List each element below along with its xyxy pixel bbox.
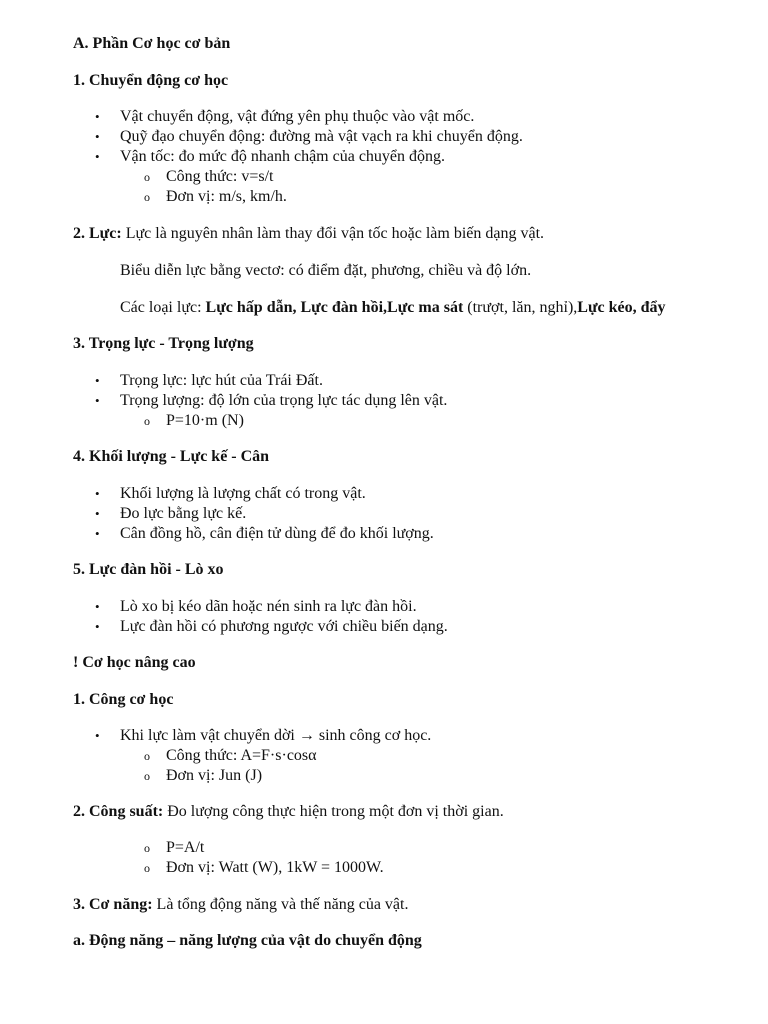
list-item: • Trọng lực: lực hút của Trái Đất.: [73, 371, 713, 391]
loai-luc-normal: (trượt, lăn, nghỉ),: [463, 299, 578, 316]
list-item: [73, 147, 713, 207]
list-item: • Khối lượng là lượng chất có trong vật.: [73, 484, 713, 504]
list-item: [73, 726, 713, 786]
paragraph-vecto: Biểu diễn lực bằng vectơ: có điểm đặt, phương, chiều và độ lớn.: [120, 262, 532, 279]
paragraph-loai-luc: [73, 298, 713, 318]
list-cong-co-hoc: [73, 726, 713, 786]
sublist-item: o Đơn vị: m/s, km/h.: [73, 187, 713, 207]
sublist-trong-luong: [73, 411, 713, 431]
sublist-item: o P=A/t: [73, 838, 713, 858]
list-item: • Vật chuyển động, vật đứng yên phụ thuộc vào vật mốc.: [73, 107, 713, 127]
list-luc-dan-hoi: [73, 597, 713, 637]
list-khoi-luong: [73, 484, 713, 544]
sublist-cong: [73, 746, 713, 786]
sublist-van-toc: [73, 167, 713, 207]
paragraph-luc: [73, 224, 713, 244]
sublist-item: o Công thức: A=F·s·cosα: [73, 746, 713, 766]
heading-co-nang: 3. Cơ năng:: [73, 896, 153, 913]
sublist-item: o Đơn vị: Jun (J): [73, 766, 713, 786]
list-item-text: Vận tốc: đo mức độ nhanh chậm của chuyển động.: [120, 148, 446, 165]
list-item: • Đo lực bằng lực kế.: [73, 504, 713, 524]
loai-luc-bold-2: Lực kéo, đẩy: [577, 299, 666, 316]
list-item: • Lò xo bị kéo dãn hoặc nén sinh ra lực đàn hồi.: [73, 597, 713, 617]
list-item-text: Khi lực làm vật chuyển dời → sinh công cơ học.: [120, 727, 432, 744]
heading-luc-dan-hoi: 5. Lực đàn hồi - Lò xo: [73, 561, 224, 578]
heading-dong-nang: a. Động năng – năng lượng của vật do chuyển động: [73, 932, 422, 949]
sublist-item: o Đơn vị: Watt (W), 1kW = 1000W.: [73, 858, 713, 878]
list-item: • Quỹ đạo chuyển động: đường mà vật vạch ra khi chuyển động.: [73, 127, 713, 147]
heading-khoi-luong: 4. Khối lượng - Lực kế - Cân: [73, 448, 270, 465]
heading-chuyen-dong: 1. Chuyển động cơ học: [73, 72, 229, 89]
cong-suat-definition: Đo lượng công thực hiện trong một đơn vị thời gian.: [163, 803, 504, 820]
sublist-item: o Công thức: v=s/t: [73, 167, 713, 187]
list-item-text: Trọng lượng: độ lớn của trọng lực tác dụng lên vật.: [120, 392, 448, 409]
sublist-cong-suat: [73, 838, 713, 878]
loai-luc-bold-1: Lực hấp dẫn, Lực đàn hồi,Lực ma sát: [205, 299, 464, 316]
list-item: • Cân đồng hồ, cân điện tử dùng để đo khối lượng.: [73, 524, 713, 544]
list-item: • Lực đàn hồi có phương ngược với chiều biến dạng.: [73, 617, 713, 637]
section-a-heading: A. Phần Cơ học cơ bản: [73, 35, 231, 52]
heading-nang-cao: ! Cơ học nâng cao: [73, 654, 196, 671]
document-page: [73, 34, 713, 951]
list-chuyen-dong: [73, 107, 713, 207]
list-trong-luc: [73, 371, 713, 431]
heading-cong-suat: 2. Công suất:: [73, 803, 164, 820]
paragraph-co-nang: [73, 895, 713, 915]
loai-luc-prefix: Các loại lực:: [120, 299, 206, 316]
co-nang-definition: Là tổng động năng và thế năng của vật.: [152, 896, 409, 913]
sublist-item: o P=10·m (N): [73, 411, 713, 431]
heading-cong-co-hoc: 1. Công cơ học: [73, 691, 174, 708]
paragraph-cong-suat: [73, 802, 713, 822]
heading-trong-luc: 3. Trọng lực - Trọng lượng: [73, 335, 254, 352]
list-item: [73, 391, 713, 431]
luc-definition: Lực là nguyên nhân làm thay đổi vận tốc hoặc làm biến dạng vật.: [121, 225, 545, 242]
heading-luc: 2. Lực:: [73, 225, 122, 242]
